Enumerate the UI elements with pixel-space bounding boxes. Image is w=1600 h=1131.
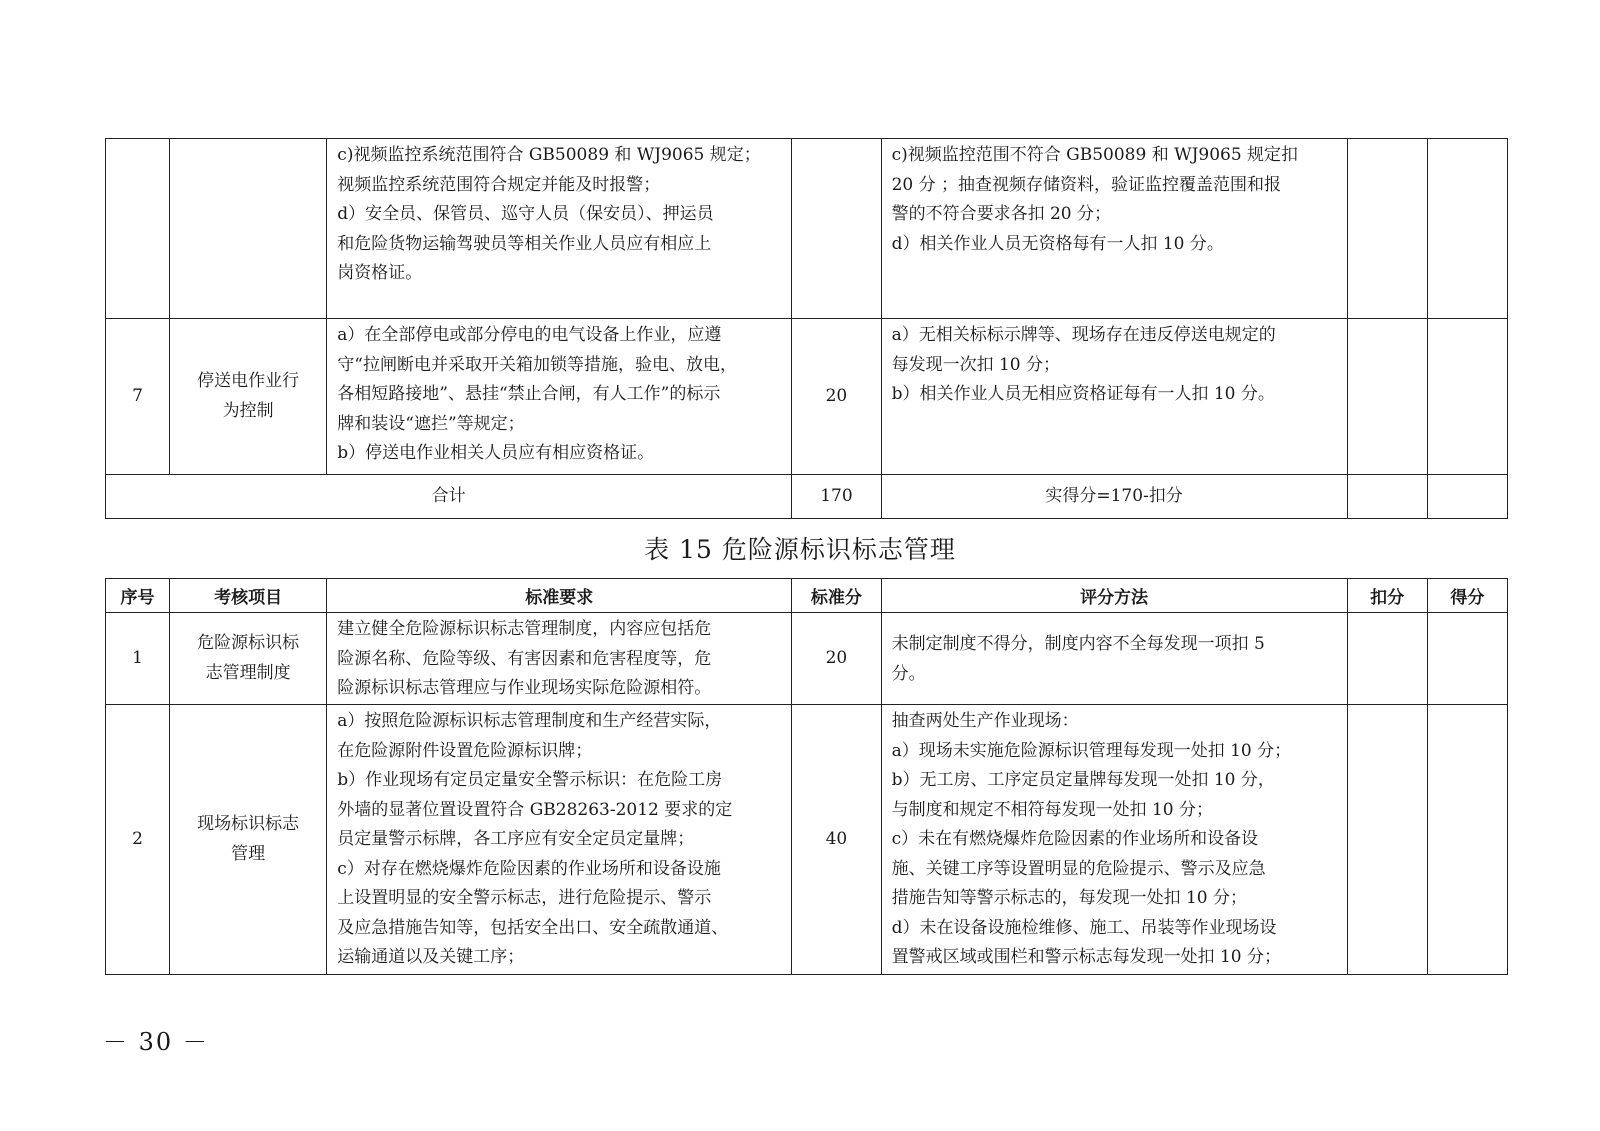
table-row [106,139,1508,319]
score-cell [1427,613,1507,705]
table-row [106,319,1508,475]
assessment-item: 现场标识标志 管理 [169,705,326,975]
row-number: 7 [106,319,170,475]
header-no: 序号 [106,579,170,613]
page-number: － 30 － [103,1028,209,1056]
header-score: 标准分 [792,579,881,613]
standard-score: 20 [792,319,881,475]
standard-requirement: 建立健全危险源标识标志管理制度，内容应包括危 险源名称、危险等级、有害因素和危害程度等，危 险源标识标志管理应与作业现场实际危险源相符。 [327,613,792,705]
scoring-method: 未制定制度不得分，制度内容不全每发现一项扣 5 分。 [881,613,1347,705]
deduction-cell [1347,319,1427,475]
header-standard: 标准要求 [327,579,792,613]
assessment-item [169,139,326,319]
hazard-identification-table [105,578,1508,975]
standard-requirement: c)视频监控系统范围符合 GB50089 和 WJ9065 规定； 视频监控系统范围符合规定并能及时报警； d）安全员、保管员、巡守人员（保安员）、押运员 和危险货物运输驾驶员等相关作业人员应有相应上 岗资格证。 [327,139,792,319]
row-number: 1 [106,613,170,705]
deduction-cell [1347,139,1427,319]
score-cell [1427,139,1507,319]
table-row [106,613,1508,705]
row-number [106,139,170,319]
standard-score [792,139,881,319]
table-header-row [106,579,1508,613]
standard-score: 20 [792,613,881,705]
total-method: 实得分=170-扣分 [881,475,1347,519]
standard-score: 40 [792,705,881,975]
header-result: 得分 [1427,579,1507,613]
standard-requirement: a）按照危险源标识标志管理制度和生产经营实际， 在危险源附件设置危险源标识牌； b）作业现场有定员定量安全警示标识：在危险工房 外墙的显著位置设置符合 GB28263-2012 要求的定 员定量警示标牌，各工序应有安全定员定量牌； c）对存在燃烧爆炸危险因素的作业场所和设备设施 上设置明显的安全警示标志，进行危险提示、警示 及应急措施告知等，包括安全出口、安全疏散通道、 运输通道以及关键工序； [327,705,792,975]
total-label: 合计 [106,475,792,519]
standard-requirement: a）在全部停电或部分停电的电气设备上作业，应遵 守“拉闸断电并采取开关箱加锁等措施，验电、放电， 各相短路接地”、悬挂“禁止合闸，有人工作”的标示 牌和装设“遮拦”等规定； b）停送电作业相关人员应有相应资格证。 [327,319,792,475]
assessment-item: 停送电作业行 为控制 [169,319,326,475]
header-method: 评分方法 [881,579,1347,613]
scoring-method: 抽查两处生产作业现场： a）现场未实施危险源标识管理每发现一处扣 10 分； b）无工房、工序定员定量牌每发现一处扣 10 分， 与制度和规定不相符每发现一处扣 10 分； c）未在有燃烧爆炸危险因素的作业场所和设备设 施、关键工序等设置明显的危险提示、警示及应急 措施告知等警示标志的，每发现一处扣 10 分； d）未在设备设施检维修、施工、吊装等作业现场设 置警戒区域或围栏和警示标志每发现一处扣 10 分； [881,705,1347,975]
header-deduction: 扣分 [1347,579,1427,613]
score-cell [1427,705,1507,975]
score-cell [1427,319,1507,475]
deduction-cell [1347,613,1427,705]
total-row [106,475,1508,519]
header-item: 考核项目 [169,579,326,613]
scoring-method: c)视频监控范围不符合 GB50089 和 WJ9065 规定扣 20 分 ；抽查视频存储资料，验证监控覆盖范围和报 警的不符合要求各扣 20 分； d）相关作业人员无资格每有一人扣 10 分。 [881,139,1347,319]
row-number: 2 [106,705,170,975]
table-caption: 表 15 危险源标识标志管理 [644,535,956,564]
score-cell [1427,475,1507,519]
assessment-item: 危险源标识标 志管理制度 [169,613,326,705]
scoring-method: a）无相关标标示牌等、现场存在违反停送电规定的 每发现一次扣 10 分； b）相关作业人员无相应资格证每有一人扣 10 分。 [881,319,1347,475]
deduction-cell [1347,475,1427,519]
assessment-table-continued [105,138,1508,519]
deduction-cell [1347,705,1427,975]
table-row [106,705,1508,975]
total-score: 170 [792,475,881,519]
